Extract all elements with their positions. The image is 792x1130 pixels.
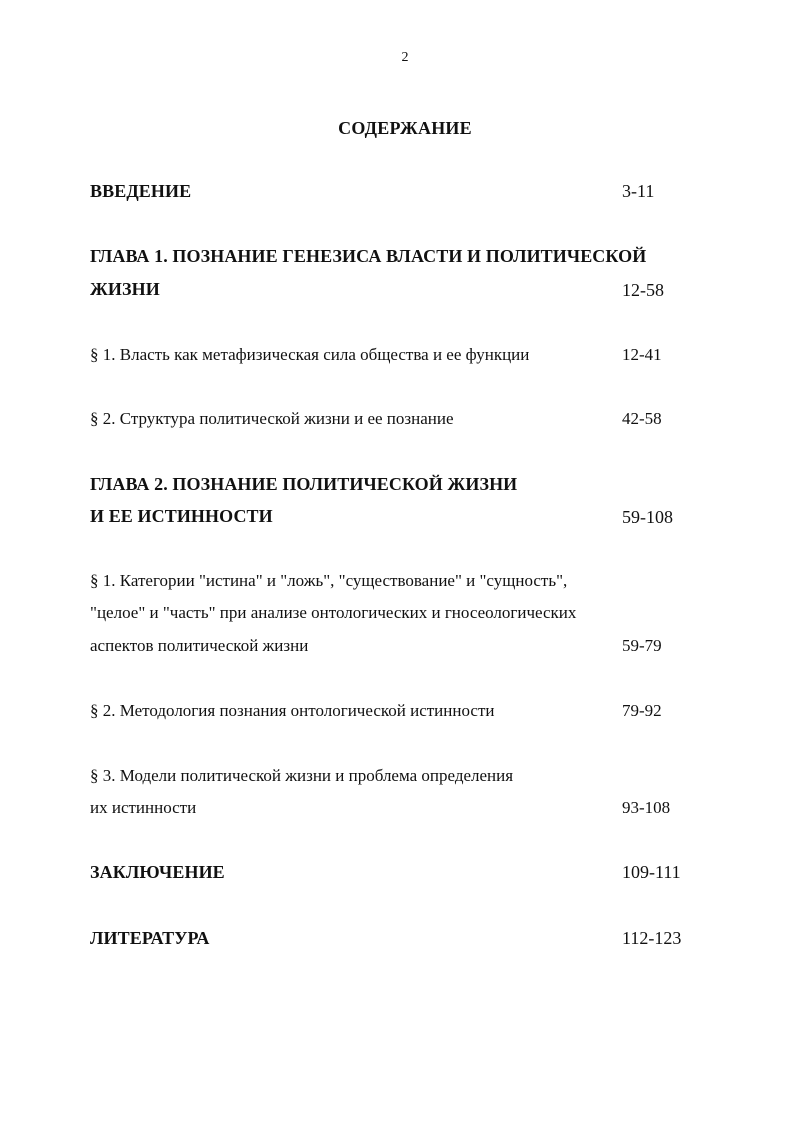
toc-label-line2: ЖИЗНИ <box>90 279 160 299</box>
toc-label-line1: ГЛАВА 2. ПОЗНАНИЕ ПОЛИТИЧЕСКОЙ ЖИЗНИ <box>90 474 518 494</box>
toc-section-label: § 1. Власть как метафизическая сила общества и ее функции <box>90 345 530 364</box>
toc-pages: 112-123 <box>622 928 682 948</box>
toc-pages: 59-108 <box>622 507 673 527</box>
toc-pages: 109-111 <box>622 862 681 882</box>
toc-pages: 93-108 <box>622 798 671 817</box>
toc-label: ЗАКЛЮЧЕНИЕ <box>90 862 225 882</box>
toc-pages: 59-79 <box>622 636 662 655</box>
toc-section-label: § 2. Структура политической жизни и ее познание <box>90 409 454 428</box>
toc-section-line2: их истинности <box>90 798 197 817</box>
toc-pages: 12-58 <box>622 280 664 300</box>
toc-section-line1: § 3. Модели политической жизни и проблема определения <box>90 766 514 785</box>
toc-section-label: § 2. Методология познания онтологической истинности <box>90 701 495 720</box>
toc-label-line2: И ЕЕ ИСТИННОСТИ <box>90 506 273 526</box>
toc-section-line3: аспектов политической жизни <box>90 636 309 655</box>
page-title: СОДЕРЖАНИЕ <box>338 118 472 138</box>
toc-label: ЛИТЕРАТУРА <box>90 928 210 948</box>
toc-pages: 79-92 <box>622 701 662 720</box>
toc-pages: 12-41 <box>622 345 662 364</box>
toc-pages: 42-58 <box>622 409 662 428</box>
toc-label-line1: ГЛАВА 1. ПОЗНАНИЕ ГЕНЕЗИСА ВЛАСТИ И ПОЛИТИЧЕСКОЙ <box>90 246 647 266</box>
toc-label: ВВЕДЕНИЕ <box>90 181 192 201</box>
toc-section-line1: § 1. Категории "истина" и "ложь", "существование" и "сущность", <box>90 571 568 590</box>
toc-pages: 3-11 <box>622 181 655 201</box>
toc-section-line2: "целое" и "часть" при анализе онтологических и гносеологических <box>90 603 577 622</box>
page-number: 2 <box>401 50 409 65</box>
